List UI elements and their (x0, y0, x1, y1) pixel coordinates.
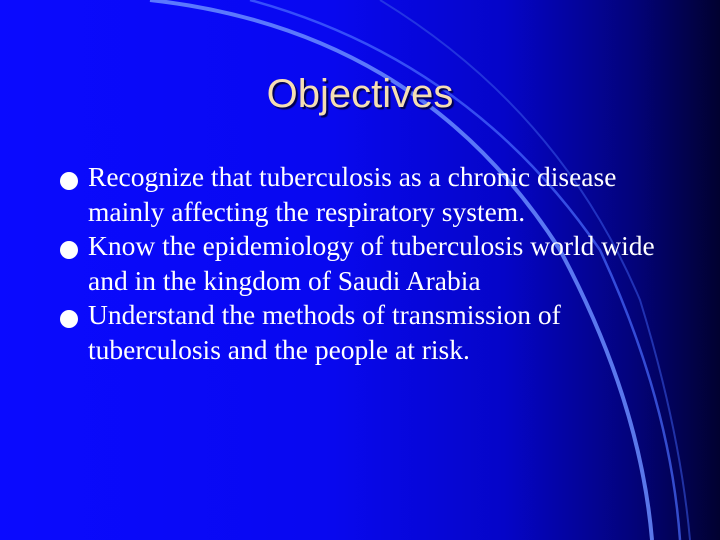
bullet-dot-icon (60, 241, 78, 259)
bullet-dot-icon (60, 172, 78, 190)
bullet-dot-icon (60, 310, 78, 328)
list-item (60, 298, 660, 367)
bullet-text: Know the epidemiology of tuberculosis world wide and in the kingdom of Saudi Arabia (88, 230, 655, 296)
list-item (60, 229, 660, 298)
bullet-list (60, 160, 660, 367)
bullet-text: Recognize that tuberculosis as a chronic disease mainly affecting the respiratory system. (88, 161, 617, 227)
list-item (60, 160, 660, 229)
slide-title: Objectives (266, 72, 454, 116)
bullet-text: Understand the methods of transmission of tuberculosis and the people at risk. (88, 299, 561, 365)
